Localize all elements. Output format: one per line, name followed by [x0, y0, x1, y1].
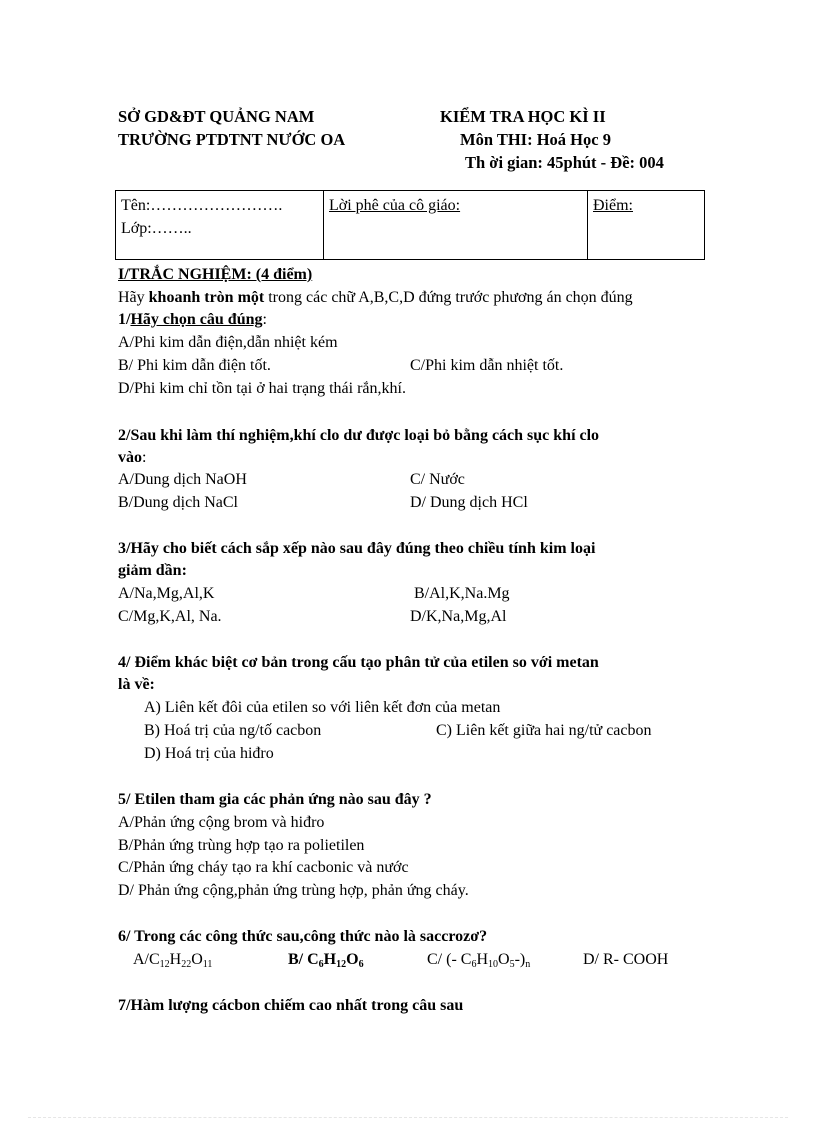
page-bottom-divider: [28, 1117, 788, 1118]
q6-option-b[interactable]: [288, 950, 364, 969]
section-title: I/TRẮC NGHIỆM: (4 điểm): [118, 266, 313, 283]
score-label: Điểm:: [593, 197, 633, 214]
q6-c-prefix: C/ (- C: [427, 951, 472, 968]
q6-b-h: H: [323, 951, 337, 968]
q2-option-a[interactable]: A/Dung dịch NaOH: [118, 471, 247, 488]
score-cell: [588, 191, 705, 260]
exam-title: KIỂM TRA HỌC KÌ II: [440, 107, 606, 126]
class-field[interactable]: Lớp:……..: [121, 220, 192, 238]
q5-option-d[interactable]: D/ Phản ứng cộng,phản ứng trùng hợp, phản ứng cháy.: [118, 882, 469, 899]
time-and-code: Th ời gian: 45phút - Đề: 004: [465, 153, 664, 172]
q2-option-c[interactable]: C/ Nước: [410, 471, 465, 488]
q6-c-h: H: [476, 951, 489, 968]
department-name: SỞ GD&ĐT QUẢNG NAM: [118, 107, 315, 126]
question-3-stem-line-2: giảm dần:: [118, 562, 187, 579]
q6-b-sub-1: 6: [318, 959, 324, 970]
q6-option-c[interactable]: [427, 950, 530, 969]
school-name: TRƯỜNG PTDTNT NƯỚC OA: [118, 130, 346, 149]
q3-option-d[interactable]: D/K,Na,Mg,Al: [410, 608, 507, 625]
q1-number: 1/: [118, 311, 131, 328]
q6-a-o: O: [191, 951, 203, 968]
q6-b-sub-3: 6: [358, 959, 364, 970]
q6-a-h: H: [169, 951, 182, 968]
q6-c-sub-n: n: [525, 959, 531, 970]
q6-option-d[interactable]: D/ R- COOH: [583, 951, 669, 968]
q6-c-sub-2: 10: [488, 959, 499, 970]
instruction-bold-2: một: [233, 289, 265, 306]
question-4-stem-line-1: 4/ Điểm khác biệt cơ bản trong cấu tạo phân tử của etilen so với metan: [118, 654, 599, 671]
q4-option-d[interactable]: D) Hoá trị của hiđro: [144, 745, 274, 762]
question-6-stem: 6/ Trong các công thức sau,công thức nào là saccrozơ?: [118, 928, 488, 945]
question-2-stem-line-1: 2/Sau khi làm thí nghiệm,khí clo dư được loại bỏ bằng cách sục khí clo: [118, 427, 600, 444]
name-field[interactable]: Tên:…………………….: [121, 197, 283, 214]
teacher-comment-cell: [324, 191, 588, 260]
question-2-stem-line-2: [118, 448, 146, 467]
instruction-pre: Hãy: [118, 289, 149, 306]
q5-option-c[interactable]: C/Phản ứng cháy tạo ra khí cacbonic và nước: [118, 859, 409, 876]
instruction-bold-1: khoanh tròn: [148, 289, 234, 306]
student-info-box: [115, 190, 705, 260]
question-3-stem-line-1: 3/Hãy cho biết cách sắp xếp nào sau đây đúng theo chiều tính kim loại: [118, 540, 596, 557]
q6-b-prefix: B/ C: [288, 951, 319, 968]
q4-option-b[interactable]: B) Hoá trị của ng/tố cacbon: [144, 722, 322, 739]
q3-option-c[interactable]: C/Mg,K,Al, Na.: [118, 608, 222, 625]
q1-option-a[interactable]: A/Phi kim dẫn điện,dẫn nhiệt kém: [118, 334, 338, 351]
q1-colon: :: [262, 311, 267, 328]
instruction-post: trong các chữ A,B,C,D đứng trước phương án chọn đúng: [264, 289, 633, 306]
q6-b-o: O: [346, 951, 359, 968]
q1-option-d[interactable]: D/Phi kim chỉ tồn tại ở hai trạng thái rắn,khí.: [118, 380, 406, 397]
q1-label: Hãy chọn câu đúng: [130, 311, 263, 328]
q4-option-c[interactable]: C) Liên kết giữa hai ng/tử cacbon: [436, 722, 652, 739]
q4-option-a[interactable]: A) Liên kết đôi của etilen so với liên kết đơn của metan: [144, 699, 501, 716]
q2-stem-end: vào: [118, 449, 142, 466]
question-5-stem: 5/ Etilen tham gia các phản ứng nào sau đây ?: [118, 791, 432, 808]
question-1-stem: [118, 310, 267, 329]
q6-c-o: O: [498, 951, 510, 968]
question-7-stem: 7/Hàm lượng cácbon chiếm cao nhất trong câu sau: [118, 997, 464, 1014]
q6-option-a[interactable]: [133, 950, 212, 969]
q6-c-sub-3: 5: [509, 959, 515, 970]
subject-line: Môn THI: Hoá Học 9: [460, 130, 611, 149]
q6-b-sub-2: 12: [336, 959, 347, 970]
q6-c-close: -): [514, 951, 526, 968]
q1-option-c[interactable]: C/Phi kim dẫn nhiệt tốt.: [410, 357, 564, 374]
q5-option-b[interactable]: B/Phản ứng trùng hợp tạo ra polietilen: [118, 837, 365, 854]
q2-colon: :: [142, 449, 147, 466]
q2-option-b[interactable]: B/Dung dịch NaCl: [118, 494, 238, 511]
question-4-stem-line-2: là về:: [118, 676, 155, 693]
instruction: [118, 288, 633, 307]
q1-option-b[interactable]: B/ Phi kim dẫn điện tốt.: [118, 357, 271, 374]
q5-option-a[interactable]: A/Phản ứng cộng brom và hiđro: [118, 814, 325, 831]
q3-option-a[interactable]: A/Na,Mg,Al,K: [118, 585, 215, 602]
q3-option-b[interactable]: B/Al,K,Na.Mg: [414, 585, 510, 602]
q6-a-prefix: A/C: [133, 951, 160, 968]
q6-a-sub-2: 22: [181, 959, 192, 970]
name-class-cell: [116, 191, 324, 260]
q6-c-sub-1: 6: [471, 959, 477, 970]
q6-a-sub-1: 12: [159, 959, 170, 970]
q6-a-sub-3: 11: [202, 959, 213, 970]
q2-option-d[interactable]: D/ Dung dịch HCl: [410, 494, 528, 511]
teacher-comment-label: Lời phê của cô giáo:: [329, 197, 461, 214]
